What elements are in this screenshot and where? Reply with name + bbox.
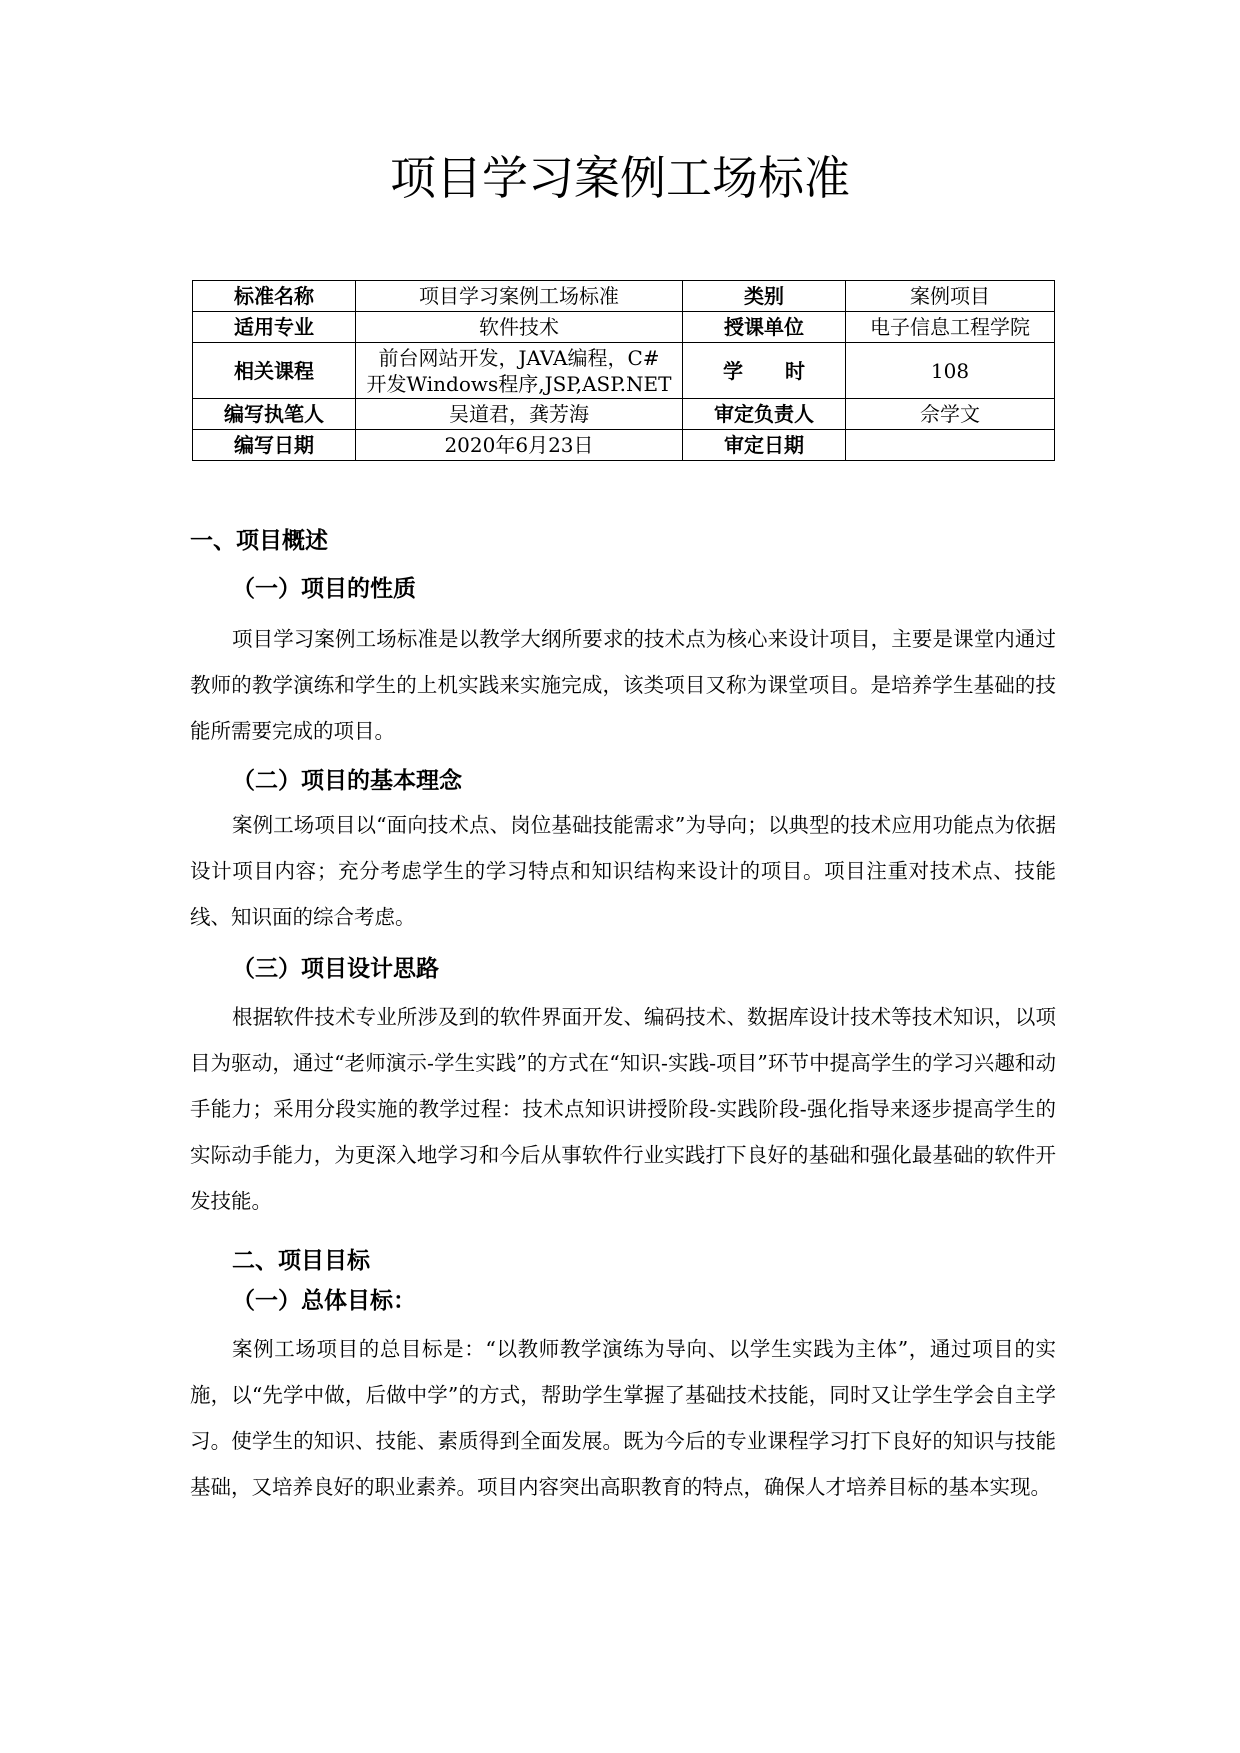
value-teaching-unit: 电子信息工程学院 (846, 312, 1055, 343)
table-row (193, 281, 1055, 312)
heading-project-goals: 二、项目目标 (232, 1248, 370, 1274)
label-reviewer: 审定负责人 (683, 399, 846, 430)
heading-overall-goal: （一）总体目标： (232, 1288, 416, 1314)
standard-info-table (192, 280, 1055, 461)
heading-basic-concept: （二）项目的基本理念 (232, 768, 462, 794)
heading-project-nature: （一）项目的性质 (232, 576, 416, 602)
table-row (193, 312, 1055, 343)
value-category: 案例项目 (846, 281, 1055, 312)
paragraph-design-idea: 根据软件技术专业所涉及到的软件界面开发、编码技术、数据库设计技术等技术知识，以项目为驱动，通过“老师演示-学生实践”的方式在“知识-实践-项目”环节中提高学生的学习兴趣和动手能力；采用分段实施的教学过程：技术点知识讲授阶段-实践阶段-强化指导来逐步提高学生的实际动手能力，为更深入地学习和今后从事软件行业实践打下良好的基础和强化最基础的软件开发技能。 (190, 1005, 1056, 1213)
paragraph-basic-concept: 案例工场项目以“面向技术点、岗位基础技能需求”为导向；以典型的技术应用功能点为依据设计项目内容；充分考虑学生的学习特点和知识结构来设计的项目。项目注重对技术点、技能线、知识面的综合考虑。 (190, 813, 1056, 929)
label-write-date: 编写日期 (193, 430, 356, 461)
value-major: 软件技术 (356, 312, 683, 343)
label-hours-text: 学时 (723, 358, 847, 383)
table-row (193, 399, 1055, 430)
label-hours (683, 343, 846, 399)
label-related-courses: 相关课程 (193, 343, 356, 399)
heading-project-overview: 一、项目概述 (190, 528, 328, 554)
value-related-courses (356, 343, 683, 399)
label-teaching-unit: 授课单位 (683, 312, 846, 343)
label-review-date: 审定日期 (683, 430, 846, 461)
table-row (193, 343, 1055, 399)
label-major: 适用专业 (193, 312, 356, 343)
value-hours: 108 (846, 343, 1055, 399)
heading-design-idea: （三）项目设计思路 (232, 956, 439, 982)
paragraph-overall-goal: 案例工场项目的总目标是：“以教师教学演练为导向、以学生实践为主体”，通过项目的实施，以“先学中做，后做中学”的方式，帮助学生掌握了基础技术技能，同时又让学生学会自主学习。使学生的知识、技能、素质得到全面发展。既为今后的专业课程学习打下良好的知识与技能基础，又培养良好的职业素养。项目内容突出高职教育的特点，确保人才培养目标的基本实现。 (190, 1337, 1056, 1499)
courses-line-1: 前台网站开发，JAVA编程，C# (378, 345, 660, 370)
courses-line-2: 开发Windows程序,JSP,ASP.NET (366, 371, 672, 396)
value-reviewer: 佘学文 (846, 399, 1055, 430)
label-author: 编写执笔人 (193, 399, 356, 430)
value-standard-name: 项目学习案例工场标准 (356, 281, 683, 312)
value-write-date: 2020年6月23日 (356, 430, 683, 461)
label-category: 类别 (683, 281, 846, 312)
label-standard-name: 标准名称 (193, 281, 356, 312)
table-row (193, 430, 1055, 461)
paragraph-project-nature: 项目学习案例工场标准是以教学大纲所要求的技术点为核心来设计项目，主要是课堂内通过教师的教学演练和学生的上机实践来实施完成，该类项目又称为课堂项目。是培养学生基础的技能所需要完成的项目。 (190, 627, 1056, 743)
document-title: 项目学习案例工场标准 (390, 151, 850, 205)
value-review-date (846, 430, 1055, 461)
value-author: 吴道君，龚芳海 (356, 399, 683, 430)
